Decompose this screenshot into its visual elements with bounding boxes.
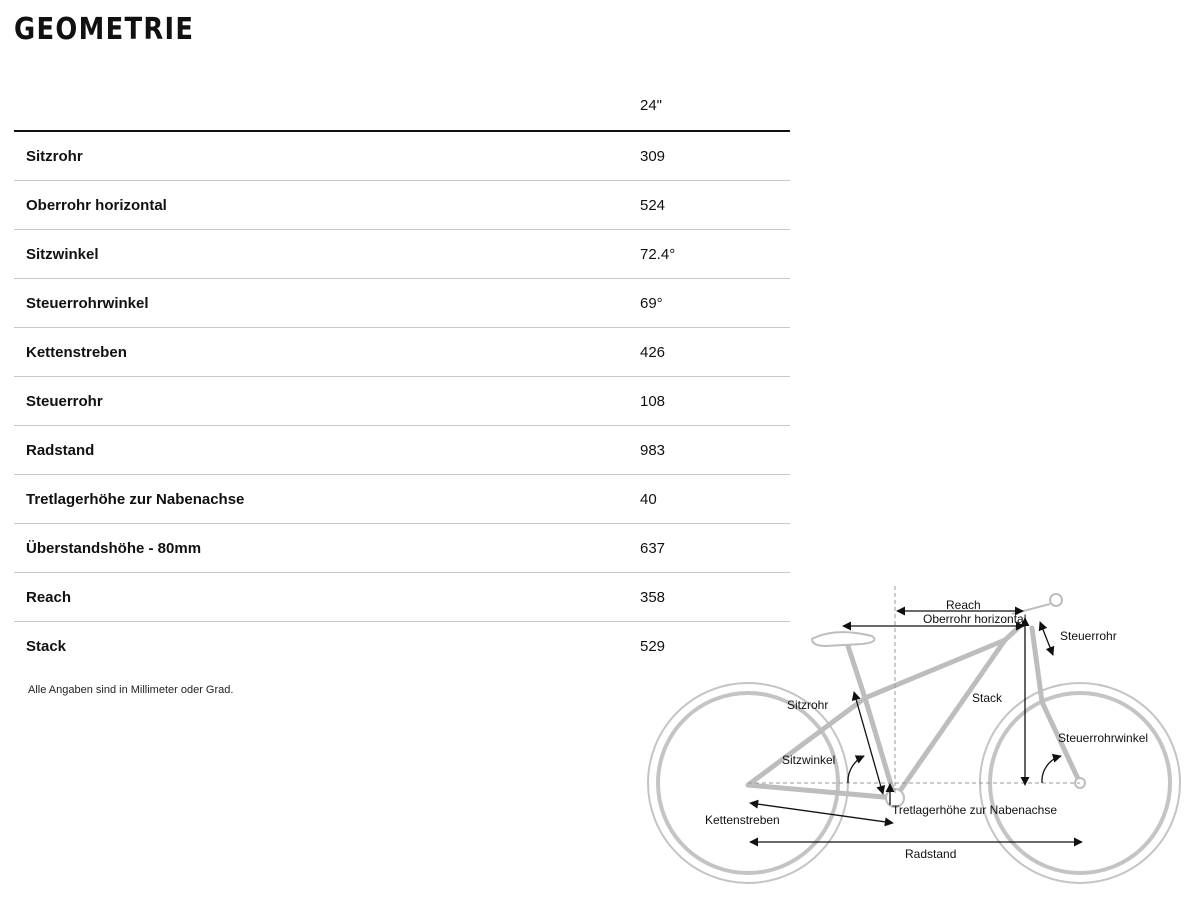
row-label: Reach	[14, 573, 640, 622]
page-title: GEOMETRIE	[14, 12, 195, 47]
table-row	[14, 377, 790, 426]
table-row	[14, 181, 790, 230]
table-row	[14, 426, 790, 475]
header-label-cell	[14, 80, 640, 131]
row-label: Sitzrohr	[14, 131, 640, 181]
label-reach: Reach	[946, 598, 981, 612]
row-label: Radstand	[14, 426, 640, 475]
row-value: 426	[640, 328, 790, 377]
row-label: Steuerrohrwinkel	[14, 279, 640, 328]
table-row	[14, 328, 790, 377]
bike-frame	[748, 628, 1080, 798]
table-row	[14, 475, 790, 524]
row-label: Kettenstreben	[14, 328, 640, 377]
row-label: Tretlagerhöhe zur Nabenachse	[14, 475, 640, 524]
row-value: 40	[640, 475, 790, 524]
label-kettenstreben: Kettenstreben	[705, 813, 780, 827]
label-tretlagerhoehe: Tretlagerhöhe zur Nabenachse	[892, 803, 1057, 817]
row-value: 983	[640, 426, 790, 475]
table-header-row	[14, 80, 790, 131]
row-label: Überstandshöhe - 80mm	[14, 524, 640, 573]
row-value: 524	[640, 181, 790, 230]
size-column-header: 24"	[640, 80, 790, 131]
row-value: 108	[640, 377, 790, 426]
table-row	[14, 131, 790, 181]
label-sitzrohr: Sitzrohr	[787, 698, 829, 712]
label-stack: Stack	[972, 691, 1003, 705]
label-oberrohr-horizontal: Oberrohr horizontal	[923, 612, 1027, 626]
units-note: Alle Angaben sind in Millimeter oder Grad.	[28, 684, 234, 696]
row-value: 309	[640, 131, 790, 181]
row-value: 358	[640, 573, 790, 622]
label-steuerrohrwinkel: Steuerrohrwinkel	[1058, 731, 1149, 745]
row-label: Sitzwinkel	[14, 230, 640, 279]
row-value: 529	[640, 637, 666, 655]
row-value: 69°	[640, 279, 790, 328]
label-sitzwinkel: Sitzwinkel	[782, 753, 836, 767]
table-row	[14, 524, 790, 573]
row-label: Stack	[26, 637, 67, 655]
row-value: 637	[640, 524, 790, 573]
row-label: Oberrohr horizontal	[14, 181, 640, 230]
table-row	[14, 230, 790, 279]
label-steuerrohr: Steuerrohr	[1060, 629, 1117, 643]
row-value: 72.4°	[640, 230, 790, 279]
row-label: Steuerrohr	[14, 377, 640, 426]
diagram-labels	[705, 598, 1148, 861]
label-radstand: Radstand	[905, 847, 957, 861]
bike-geometry-diagram	[640, 580, 1195, 892]
table-row	[14, 279, 790, 328]
